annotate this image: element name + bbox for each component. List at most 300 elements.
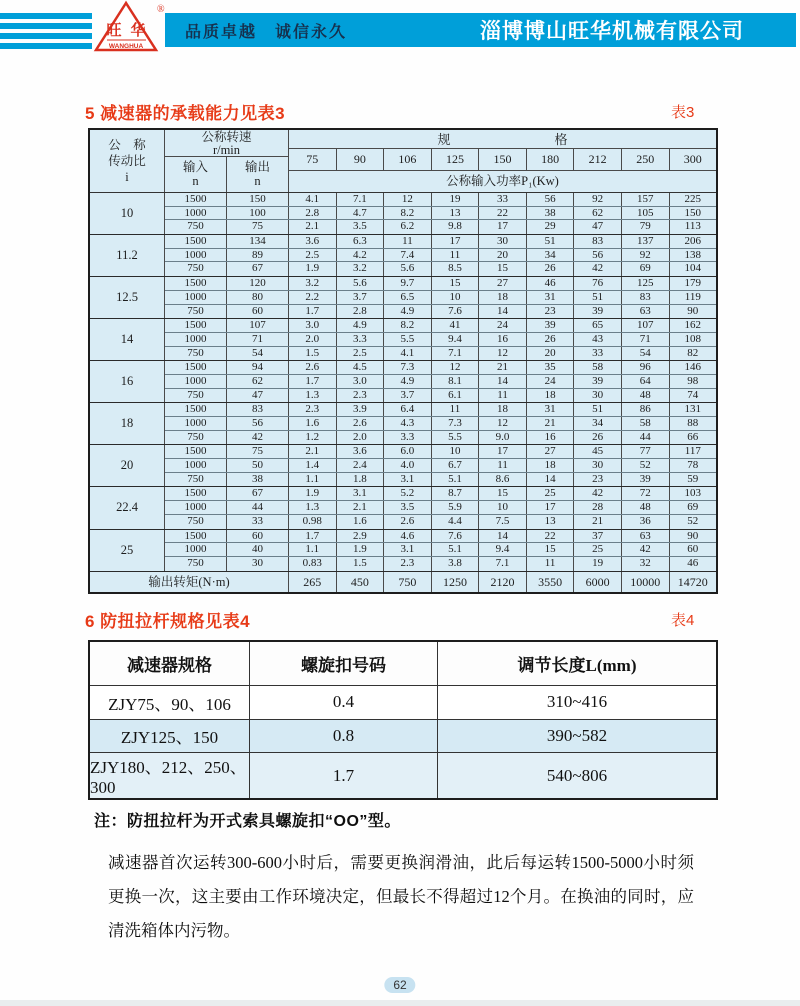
power-cell: 44 [622,431,670,445]
torque-cell: 2120 [479,572,527,592]
power-cell: 1.1 [289,543,337,556]
power-cell: 39 [574,375,622,388]
power-cell: 69 [622,262,670,276]
power-cell: 42 [574,262,622,276]
power-cell: 1.4 [289,459,337,472]
section5-title: 5 减速器的承载能力见表3 [85,104,286,123]
power-cell: 4.9 [384,375,432,388]
power-cell: 2.5 [289,249,337,262]
power-cell: 225 [684,193,702,205]
power-cell: 1.8 [337,473,385,487]
output-speed-cell: 60 [227,530,289,543]
power-cell: 117 [684,445,701,458]
input-speed-cell: 1000 [165,375,227,388]
power-cell: 1.6 [289,417,337,430]
power-cell: 3.5 [384,501,432,514]
ratio-cell: 18 [90,403,165,444]
torque-cell: 14720 [677,574,708,589]
power-cell: 51 [527,235,575,248]
t3-speed-header [165,130,288,157]
power-cell: 15 [479,487,527,500]
output-speed-cell: 30 [227,557,289,571]
t3-input-header [165,157,227,192]
torque-cell: 450 [337,572,385,592]
slogan-text: 品质卓越 诚信永久 [185,23,348,41]
power-cell: 23 [574,473,622,487]
t3-header [90,130,716,193]
table-row [165,530,716,544]
ratio-group [90,235,716,277]
power-cell: 6.1 [432,389,480,403]
output-speed-cell: 71 [227,333,289,346]
spec-header-cell: 106 [384,149,432,170]
power-cell: 9.8 [432,220,480,234]
spec-header-cell: 212 [574,149,622,170]
t3-input-label: 输入 [182,160,208,174]
table-row [165,487,716,501]
power-cell: 92 [622,249,670,262]
power-cell: 3.5 [337,220,385,234]
input-speed-cell: 750 [165,557,227,571]
table-row [165,207,716,221]
input-speed-cell: 1500 [165,277,227,290]
t3-spec-header-block [289,130,716,192]
power-cell: 105 [622,207,670,220]
power-cell: 8.2 [384,207,432,220]
power-cell: 21 [527,417,575,430]
power-cell: 11 [527,557,575,571]
t4-cell: ZJY125、150 [90,720,250,753]
power-cell: 51 [574,291,622,304]
ratio-cell: 16 [90,361,165,402]
power-cell: 48 [622,389,670,403]
t3-speed-header-block [165,130,289,192]
power-cell: 3.9 [337,403,385,416]
power-cell: 20 [527,347,575,361]
table-row [165,557,716,571]
table-row [165,291,716,305]
table-row [165,459,716,473]
input-speed-cell: 1000 [165,249,227,262]
table-row [165,319,716,333]
output-speed-cell: 47 [227,389,289,403]
power-cell: 63 [622,530,670,543]
power-cell: 90 [687,304,699,317]
power-cell: 2.8 [289,207,337,220]
power-cell: 7.1 [432,347,480,361]
output-speed-cell: 80 [227,291,289,304]
power-cell: 65 [574,319,622,332]
output-speed-cell: 56 [227,417,289,430]
power-cell: 9.0 [479,431,527,445]
t4-body [90,686,716,798]
power-cell: 11 [479,389,527,403]
power-cell: 2.6 [337,417,385,430]
power-cell: 15 [527,543,575,556]
power-cell: 2.6 [384,515,432,529]
power-cell: 137 [622,235,670,248]
power-cell: 72 [622,487,670,500]
table-row [165,515,716,529]
output-speed-cell: 44 [227,501,289,514]
power-cell: 1.9 [289,262,337,276]
power-cell: 5.5 [384,333,432,346]
spec-header-cell: 300 [683,152,702,166]
spec-header-cell: 125 [432,149,480,170]
power-cell: 5.2 [384,487,432,500]
t3-ratio-header-line3: i [125,170,129,185]
power-cell: 4.5 [337,361,385,374]
power-cell: 4.9 [337,319,385,332]
power-cell: 12 [479,417,527,430]
power-cell: 7.1 [479,557,527,571]
power-cell: 157 [622,193,670,206]
power-cell: 34 [527,249,575,262]
power-cell: 10 [432,291,480,304]
ratio-cell: 14 [90,319,165,360]
svg-text:旺: 旺 [106,23,122,39]
power-cell: 25 [574,543,622,556]
t3-ratio-header-line2: 传动比 [108,153,146,168]
input-speed-cell: 1000 [165,207,227,220]
section6-title: 6 防扭拉杆规格见表4 [85,612,251,631]
ratio-cell: 12.5 [90,277,165,318]
t4-header-cell: 螺旋扣号码 [250,642,438,685]
table3-label: 表3 [671,104,695,121]
torque-cell: 10000 [622,572,670,592]
power-cell: 26 [574,431,622,445]
table-row [165,431,716,445]
power-cell: 21 [574,515,622,529]
power-cell: 22 [527,530,575,543]
power-cell: 43 [574,333,622,346]
power-cell: 56 [527,193,575,206]
output-speed-cell: 67 [227,487,289,500]
power-cell: 92 [574,193,622,206]
power-cell: 31 [527,291,575,304]
power-cell: 179 [684,277,702,290]
power-cell: 46 [687,556,699,569]
input-speed-cell: 750 [165,431,227,445]
power-cell: 2.8 [337,305,385,319]
power-cell: 10 [432,445,480,458]
t3-speed-header-line1: 公称转速 [201,130,252,144]
output-speed-cell: 89 [227,249,289,262]
power-cell: 35 [527,361,575,374]
torque-cell: 3550 [527,572,575,592]
power-cell: 2.2 [289,291,337,304]
power-cell: 3.2 [289,277,337,290]
company-name: 淄博博山旺华机械有限公司 [480,20,744,43]
power-cell: 3.1 [337,487,385,500]
power-cell: 6.3 [337,235,385,248]
page-number: 62 [384,977,415,993]
power-cell: 32 [622,557,670,571]
power-cell: 1.9 [337,543,385,556]
power-cell: 113 [684,220,701,233]
t4-header-cell: 调节长度L(mm) [517,656,637,675]
svg-text:WANGHUA: WANGHUA [108,43,144,50]
power-cell: 64 [622,375,670,388]
power-cell: 3.1 [384,473,432,487]
power-cell: 150 [684,206,702,219]
power-cell: 4.1 [289,193,337,206]
power-cell: 30 [574,459,622,472]
t4-cell: 0.8 [250,720,438,753]
table-row [165,277,716,291]
power-cell: 90 [687,529,699,542]
ratio-group [90,361,716,403]
power-cell: 104 [684,262,702,275]
power-cell: 2.5 [337,347,385,361]
power-cell: 103 [684,487,702,500]
power-cell: 21 [479,361,527,374]
t3-spec-header: 规 格 [289,130,716,149]
power-cell: 34 [574,417,622,430]
output-speed-cell: 107 [227,319,289,332]
output-speed-cell: 38 [227,473,289,487]
power-cell: 88 [687,417,699,429]
power-cell: 4.0 [384,459,432,472]
ratio-group [90,193,716,235]
power-cell: 37 [574,530,622,543]
power-cell: 76 [574,277,622,290]
torque-cell: 750 [384,572,432,592]
power-cell: 107 [622,319,670,332]
power-cell: 2.6 [289,361,337,374]
t4-cell: 1.7 [250,753,438,798]
input-speed-cell: 750 [165,220,227,234]
table-row [165,473,716,487]
power-cell: 16 [479,333,527,346]
power-cell: 26 [527,262,575,276]
power-cell: 47 [574,220,622,234]
power-cell: 19 [574,557,622,571]
t3-ratio-header-line1: 公 称 [108,137,146,152]
table-row [90,686,716,720]
output-speed-cell: 50 [227,459,289,472]
t3-torque-row [90,571,716,592]
power-cell: 6.0 [384,445,432,458]
ratio-cell: 20 [90,445,165,486]
power-cell: 66 [687,430,699,443]
power-cell: 54 [622,347,670,361]
table-row [165,501,716,515]
input-speed-cell: 1000 [165,501,227,514]
power-cell: 119 [684,290,701,303]
input-speed-cell: 1500 [165,403,227,416]
power-cell: 28 [574,501,622,514]
power-cell: 6.7 [432,459,480,472]
note-text: 注：防扭拉杆为开式索具螺旋扣“OO”型。 [94,813,401,830]
power-cell: 82 [687,346,699,359]
output-speed-cell: 83 [227,403,289,416]
ratio-group [90,403,716,445]
input-speed-cell: 1500 [165,487,227,500]
power-cell: 38 [527,207,575,220]
power-cell: 8.5 [432,262,480,276]
power-cell: 7.4 [384,249,432,262]
power-cell: 27 [527,445,575,458]
table-row [165,543,716,557]
power-cell: 19 [432,193,480,206]
output-speed-cell: 33 [227,515,289,529]
ratio-cell: 10 [90,193,165,234]
power-cell: 5.5 [432,431,480,445]
table-row [165,417,716,431]
load-capacity-table [88,128,718,594]
power-cell: 62 [574,207,622,220]
t3-io-header [165,157,288,192]
power-cell: 138 [684,248,702,261]
power-cell: 11 [432,249,480,262]
power-cell: 59 [687,472,699,485]
power-cell: 11 [384,235,432,248]
power-cell: 13 [527,515,575,529]
power-cell: 146 [684,361,702,374]
t4-cell: 0.4 [250,686,438,719]
input-speed-cell: 750 [165,389,227,403]
output-speed-cell: 42 [227,431,289,445]
power-cell: 2.9 [337,530,385,543]
power-cell: 39 [527,319,575,332]
input-speed-cell: 1500 [165,235,227,248]
torque-label: 输出转矩(N·m) [90,572,289,592]
power-cell: 33 [574,347,622,361]
output-speed-cell: 75 [227,220,289,234]
table-row [165,193,716,207]
power-cell: 2.3 [337,389,385,403]
power-cell: 3.7 [337,291,385,304]
ratio-cell: 11.2 [90,235,165,276]
table-row [165,235,716,249]
table-row [90,753,716,798]
t3-input-symbol: n [192,174,199,188]
header-stripes-decoration [0,13,92,47]
power-cell: 11 [432,403,480,416]
power-cell: 83 [574,235,622,248]
ratio-group [90,445,716,487]
power-cell: 162 [684,319,702,332]
power-cell: 30 [479,235,527,248]
power-cell: 9.4 [432,333,480,346]
t3-torque-values [289,572,716,592]
power-cell: 3.0 [289,319,337,332]
power-cell: 5.9 [432,501,480,514]
power-cell: 4.7 [337,207,385,220]
power-cell: 1.2 [289,431,337,445]
input-speed-cell: 1500 [165,361,227,374]
power-cell: 56 [574,249,622,262]
power-cell: 3.6 [337,445,385,458]
t3-output-label: 输出 [244,160,270,174]
power-cell: 20 [479,249,527,262]
input-speed-cell: 750 [165,262,227,276]
input-speed-cell: 1000 [165,333,227,346]
power-cell: 79 [622,220,670,234]
input-speed-cell: 1000 [165,291,227,304]
power-cell: 4.9 [384,305,432,319]
power-cell: 51 [574,403,622,416]
power-cell: 33 [479,193,527,206]
power-cell: 24 [527,375,575,388]
power-cell: 3.1 [384,543,432,556]
power-cell: 74 [687,388,699,401]
power-cell: 18 [479,291,527,304]
maintenance-paragraph: 减速器首次运转300-600小时后，需要更换润滑油，此后每运转1500-5000小时须更换一次，这主要由工作环境决定，但最长不得超过12个月。在换油的同时，应清洗箱体内污物。 [108,853,694,940]
power-cell: 41 [432,319,480,332]
output-speed-cell: 150 [227,193,289,206]
table-row [165,347,716,361]
table4-label: 表4 [671,612,695,629]
power-cell: 17 [479,445,527,458]
power-cell: 108 [684,332,702,345]
wanghua-logo [93,0,165,54]
power-cell: 2.3 [289,403,337,416]
power-cell: 4.4 [432,515,480,529]
power-cell: 7.3 [384,361,432,374]
power-cell: 18 [479,403,527,416]
power-cell: 7.5 [479,515,527,529]
output-speed-cell: 67 [227,262,289,276]
power-cell: 7.6 [432,305,480,319]
power-cell: 6.4 [384,403,432,416]
power-cell: 131 [684,403,702,416]
spec-header-cell: 150 [479,149,527,170]
power-cell: 4.2 [337,249,385,262]
power-cell: 0.98 [289,515,337,529]
power-cell: 18 [527,389,575,403]
power-cell: 2.0 [289,333,337,346]
power-cell: 98 [687,374,699,387]
power-cell: 5.6 [384,262,432,276]
output-speed-cell: 62 [227,375,289,388]
power-cell: 2.1 [337,501,385,514]
table-row [165,249,716,263]
power-cell: 15 [432,277,480,290]
torque-cell: 265 [289,572,337,592]
ratio-group [90,530,716,571]
power-cell: 25 [527,487,575,500]
power-cell: 8.6 [479,473,527,487]
t3-output-header [227,157,288,192]
power-cell: 2.0 [337,431,385,445]
power-cell: 17 [432,235,480,248]
spec-header-cell: 90 [337,149,385,170]
input-speed-cell: 1000 [165,459,227,472]
power-cell: 45 [574,445,622,458]
spec-header-cell: 75 [289,149,337,170]
t3-body [90,193,716,571]
power-cell: 77 [622,445,670,458]
output-speed-cell: 54 [227,347,289,361]
power-cell: 11 [479,459,527,472]
page-bottom-edge [0,1000,800,1006]
table-row [165,403,716,417]
power-cell: 5.1 [432,543,480,556]
power-cell: 52 [687,514,699,527]
power-cell: 1.7 [289,305,337,319]
input-speed-cell: 1000 [165,417,227,430]
power-cell: 8.2 [384,319,432,332]
power-cell: 26 [527,333,575,346]
power-cell: 2.1 [289,220,337,234]
power-cell: 4.1 [384,347,432,361]
output-speed-cell: 120 [227,277,289,290]
power-cell: 1.5 [289,347,337,361]
power-cell: 13 [432,207,480,220]
power-cell: 12 [384,193,432,206]
